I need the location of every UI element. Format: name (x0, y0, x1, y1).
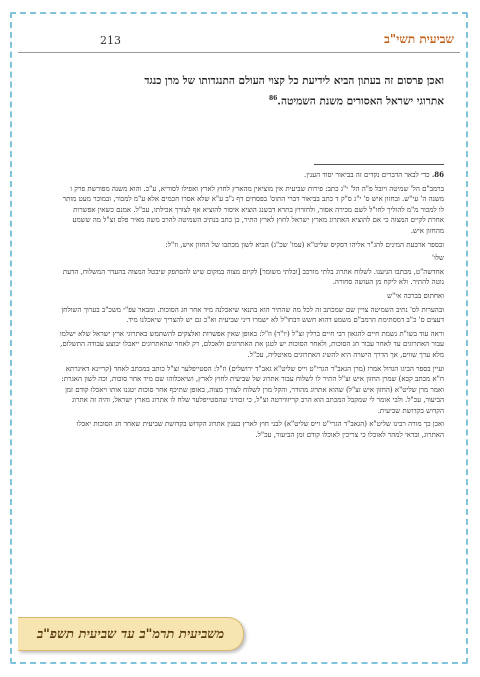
main-line-2 (64, 90, 444, 111)
banner-text: משביעית תרמ"ב עד שביעית תשפ"ב (36, 627, 225, 642)
footnote-number: 86. (431, 170, 444, 179)
main-line-1: ואכן פרסום זה בעתון הביא לידיעת כל קצוי העולם התנגדותו של מרן כנגד (144, 75, 444, 87)
letter-body: אחדשה"ט, מכתבו הגיענו. לשלוח אתרוג בלתי מורכב [ובלתי משומר] לקיום מצוה במקום שיש להסתפק שיבטל המצוה בהעדר המשלוח, הדעת נוטה להתיר. ולא ליקח מן העושה סחורה. (62, 267, 444, 287)
letter-salutation: שלו' (432, 254, 444, 263)
page-number: 213 (100, 34, 121, 47)
footnote-block (58, 170, 444, 444)
footnote-reference: 86 (268, 95, 278, 102)
footnote-paragraph: וראה עוד בשו"ת נשמת חיים להגאון רבי חיים ברלין זצ"ל (יו"ד) וז"ל: באופן שאין אפשרות ואלצקים להשתמש באתרוגי ארץ ישראל שלא ישלמו עבור האתרוגים עד לאחר עבור חג הסוכות, ולאחר הסוכות יש לטגן את האתרוגים ולאכלם, רק לאחר שהאתרוגים ייאכלו יבוצע עבודה התשלום, מלא ערך שווים, אך הדרך הישרה היא להשיג האתרוגים מאיטליה, עכ"ל. (59, 329, 444, 359)
main-line-2-text: אתרוגי ישראל האסורים משנת השמיטה. (277, 95, 444, 108)
footnote-86 (58, 170, 444, 181)
footnote-paragraph: ועיין בספר הביגו הגדול אמרו (מרן הגאב"ד הגרי"ט וייס שליט"א גאב"ד ירושלים) וז"ל: הסטייפלער זצ"ל כותב במכתב לאחד (קריינא דאיגרתא ח"א מכתב קכא) שמרן החזון איש זצ"ל התיר לו לשלוח עבור אתרוג של שביעית לחוץ לארץ, ושיאכלוהו שם מיד אחר סוכות, וכה לשון האגרת: ואמר מרן שליט"א (החזון איש זצ"ל) שהוא אתרוג מהודר, והקל מרן לשלוח לצורך מצוה, באופן שתיכף אחר סוכות יטגנו אותו ויאכלו קודם זמן הביעור, עכ"ל. ולבי אומר לי שמקבל המכתב הוא הרב קריזווירטה זצ"ל, כי זכורני שהסטייפלער שלח לו אתרוג מארץ ישראל, והיה זה אתרוג הקדוש בקדושת שביעית. (61, 364, 444, 415)
footnote-paragraph: ובספר ארבעת המינים להג"ר אליהו דסקיס שליט"א (עמו' שכ"ג) הביא לשון מכתבו של החזון איש, וז"ל: (165, 240, 444, 249)
running-title: שביעית תשי"ב (384, 32, 454, 46)
footnote-divider (314, 164, 444, 165)
main-paragraph (64, 72, 444, 111)
footnote-paragraph: ובהערות לס' נתיב השמיטה צויין שם שמכתב זה לכל מה שהתיר הוא בתנאי שיאכלנה מיד אחר חג הסוכות. ומבאר עפ"י משכ"ב בערוך השולחן דעצים ס' כ"ב דמסתימת הרמב"ם משמע דהוא חשש דבחו"ל לא ישמרו דיני שביעית וא"כ גם יש להצריך שיאכלנו מיד. (61, 305, 444, 325)
book-title-banner (18, 617, 244, 651)
book-page (18, 20, 460, 656)
footnote-paragraph: ואכן כך מורה רבינו שליט"א (הגאב"ד הגרי"ט וייס שליט"א) לבני חוץ לארץ בענין אתרוג הקדוש בקדושת שביעית שאחר חג הסוכות יאכלו האתרוג, ובדאי למהר לאוכלו כי צריכין לאוכלו קודם זמן הביעור, עכ"ל. (76, 420, 444, 440)
footnote-paragraph: ברמב"ם הל' שמיטה ויובל פ"ה הל' י"ג כתב: פירות שביעית אין מוציאין מהארץ לחוץ לארץ ואפילו לסוריא, ע"כ. והוא משנה מפורשת פרק ו משנה ה' עי"ש. ובחזון איש ס' י"ג ס"ק ד כתב בביאור דברי התוס' בפסחים דף נ"ב ע"א שלא אסרו חכמים אלא ע"מ למכור, ובמוכר מעט מותר לו למכור מ"מ להוליך לחו"ל לשם מכירה אסור, ולחזרוץ בתרא דבשנג הוציא איסור להוציא אף לצורך אכילתו, עכ"ל. אמנם כשאין אפשרות אחרת לקיים המצוה כי אם להוציא האתרוג מארץ ישראל לחוץ לארץ התיר, כן כתב בנתיב השמיטה להרב משה מאיר פלס זצ"ל מה ששמע מהחזון איש. (62, 184, 444, 235)
page-header (18, 20, 460, 53)
footnote-86-text: כדי לבאר הדברים נקדים זה בביאור יסוד הענין. (304, 171, 430, 179)
letter-signature: ואחתום בברכה אי"ש (387, 291, 444, 300)
